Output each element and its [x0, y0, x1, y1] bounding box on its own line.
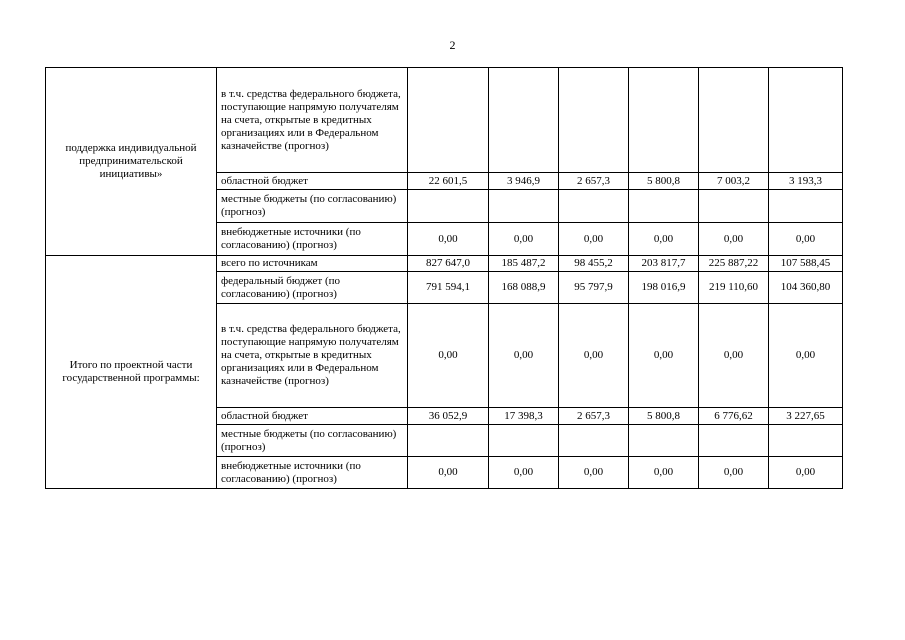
block-label: поддержка индивидуальной предпринимательской инициативы»	[46, 68, 217, 256]
value-cell	[769, 68, 843, 173]
value-cell: 5 800,8	[629, 173, 699, 190]
value-cell: 0,00	[489, 304, 559, 408]
value-cell: 22 601,5	[408, 173, 489, 190]
value-cell: 107 588,45	[769, 256, 843, 272]
page-number: 2	[449, 38, 456, 52]
table-row	[46, 68, 843, 173]
value-cell	[408, 425, 489, 457]
value-cell: 0,00	[559, 457, 629, 489]
value-cell: 185 487,2	[489, 256, 559, 272]
value-cell: 0,00	[408, 457, 489, 489]
value-cell: 0,00	[769, 223, 843, 256]
funding-source: федеральный бюджет (по согласованию) (прогноз)	[217, 272, 408, 304]
funding-source: в т.ч. средства федерального бюджета, поступающие напрямую получателям на счета, открытые в кредитных организациях или в Федеральном казначействе (прогноз)	[217, 304, 408, 408]
funding-source: внебюджетные источники (по согласованию) (прогноз)	[217, 223, 408, 256]
value-cell	[699, 190, 769, 223]
value-cell: 827 647,0	[408, 256, 489, 272]
value-cell: 2 657,3	[559, 408, 629, 425]
value-cell: 3 946,9	[489, 173, 559, 190]
value-cell: 0,00	[489, 457, 559, 489]
funding-source: местные бюджеты (по согласованию) (прогноз)	[217, 190, 408, 223]
value-cell: 7 003,2	[699, 173, 769, 190]
value-cell: 225 887,22	[699, 256, 769, 272]
funding-source: всего по источникам	[217, 256, 408, 272]
funding-source: местные бюджеты (по согласованию) (прогноз)	[217, 425, 408, 457]
value-cell: 0,00	[559, 223, 629, 256]
value-cell	[629, 190, 699, 223]
value-cell: 0,00	[699, 223, 769, 256]
value-cell: 203 817,7	[629, 256, 699, 272]
value-cell: 3 227,65	[769, 408, 843, 425]
value-cell	[629, 68, 699, 173]
value-cell: 6 776,62	[699, 408, 769, 425]
funding-source: в т.ч. средства федерального бюджета, поступающие напрямую получателям на счета, открытые в кредитных организациях или в Федеральном казначействе (прогноз)	[217, 68, 408, 173]
value-cell: 219 110,60	[699, 272, 769, 304]
value-cell: 0,00	[699, 304, 769, 408]
value-cell	[769, 190, 843, 223]
block-label: Итого по проектной части государственной программы:	[46, 256, 217, 489]
value-cell: 5 800,8	[629, 408, 699, 425]
value-cell: 0,00	[769, 304, 843, 408]
table-row	[46, 256, 843, 272]
value-cell: 0,00	[629, 304, 699, 408]
value-cell	[629, 425, 699, 457]
value-cell: 0,00	[699, 457, 769, 489]
value-cell	[559, 68, 629, 173]
value-cell	[699, 425, 769, 457]
value-cell	[489, 425, 559, 457]
value-cell	[489, 68, 559, 173]
value-cell	[408, 68, 489, 173]
value-cell: 98 455,2	[559, 256, 629, 272]
value-cell: 168 088,9	[489, 272, 559, 304]
funding-source: областной бюджет	[217, 173, 408, 190]
value-cell: 198 016,9	[629, 272, 699, 304]
value-cell: 0,00	[489, 223, 559, 256]
value-cell: 0,00	[408, 304, 489, 408]
value-cell: 36 052,9	[408, 408, 489, 425]
value-cell	[559, 425, 629, 457]
value-cell: 17 398,3	[489, 408, 559, 425]
value-cell: 2 657,3	[559, 173, 629, 190]
value-cell: 0,00	[408, 223, 489, 256]
value-cell: 104 360,80	[769, 272, 843, 304]
value-cell: 95 797,9	[559, 272, 629, 304]
funding-source: областной бюджет	[217, 408, 408, 425]
value-cell: 0,00	[769, 457, 843, 489]
value-cell	[559, 190, 629, 223]
funding-source: внебюджетные источники (по согласованию) (прогноз)	[217, 457, 408, 489]
value-cell	[699, 68, 769, 173]
funding-table	[45, 67, 843, 489]
value-cell: 0,00	[629, 223, 699, 256]
value-cell: 791 594,1	[408, 272, 489, 304]
value-cell: 3 193,3	[769, 173, 843, 190]
value-cell	[769, 425, 843, 457]
value-cell	[408, 190, 489, 223]
value-cell	[489, 190, 559, 223]
value-cell: 0,00	[559, 304, 629, 408]
value-cell: 0,00	[629, 457, 699, 489]
